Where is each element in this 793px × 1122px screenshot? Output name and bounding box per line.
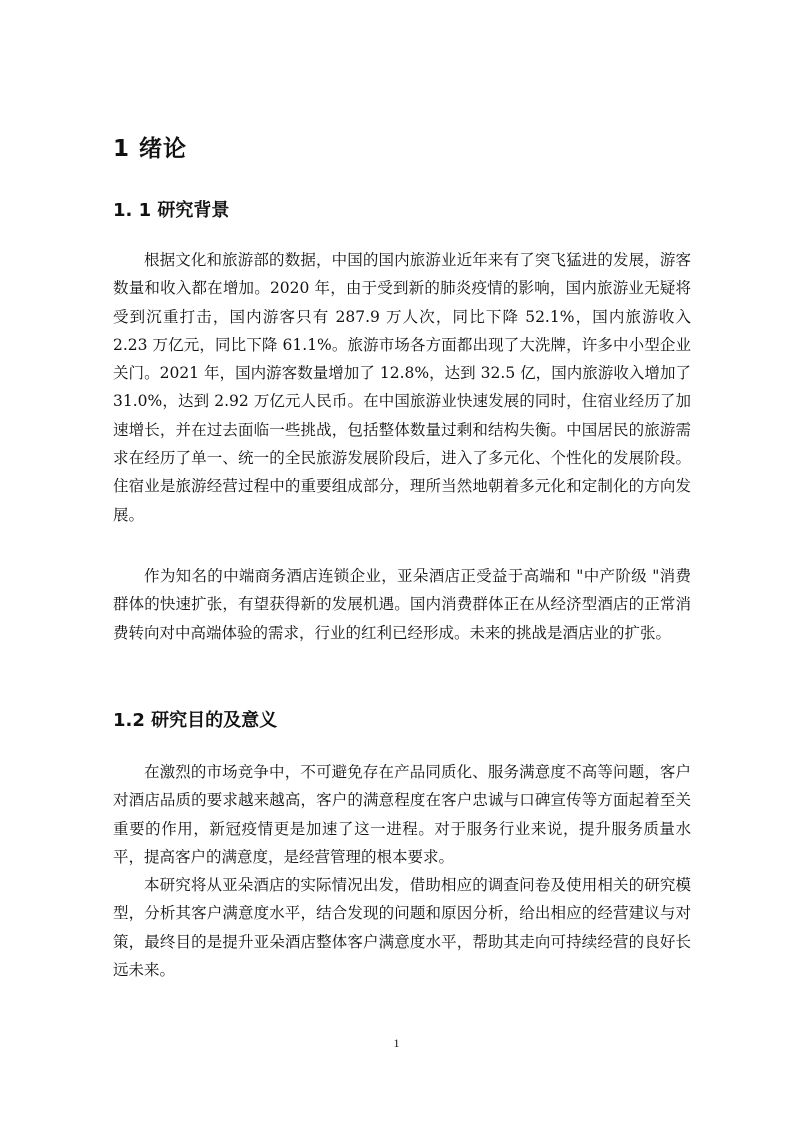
page-number: 1 — [393, 1036, 400, 1050]
paragraph-purpose-2: 本研究将从亚朵酒店的实际情况出发，借助相应的调查问卷及使用相关的研究模型，分析其客户满意度水平，结合发现的问题和原因分析，给出相应的经营建议与对策，最终目的是提升亚朵酒店整体客户满意度水平，帮助其走向可持续经营的良好长远未来。 — [113, 876, 691, 979]
chapter-title: 1 绪论 — [113, 136, 188, 162]
section-heading-background: 1. 1 研究背景 — [113, 200, 230, 221]
paragraph-background-2: 作为知名的中端商务酒店连锁企业，亚朵酒店正受益于高端和 "中产阶级 "消费群体的快速扩张，有望获得新的发展机遇。国内消费群体正在从经济型酒店的正常消费转向对中高端体验的需求，行业的红利已经形成。未来的挑战是酒店业的扩张。 — [113, 567, 691, 642]
section-heading-purpose: 1.2 研究目的及意义 — [113, 710, 278, 731]
paragraph-purpose-1: 在激烈的市场竞争中，不可避免存在产品同质化、服务满意度不高等问题，客户对酒店品质的要求越来越高，客户的满意程度在客户忠诚与口碑宣传等方面起着至关重要的作用，新冠疫情更是加速了这一进程。对于服务行业来说，提升服务质量水平，提高客户的满意度，是经营管理的根本要求。 — [113, 763, 691, 866]
paragraph-background-1: 根据文化和旅游部的数据，中国的国内旅游业近年来有了突飞猛进的发展，游客数量和收入都在增加。2020 年，由于受到新的肺炎疫情的影响，国内旅游业无疑将受到沉重打击，国内游客只有 287.9 万人次，同比下降 52.1%，国内旅游收入 2.23 万亿元，同比下降 61.1%。旅游市场各方面都出现了大洗牌，许多中小型企业关门。2021 年，国内游客数量增加了 12.8%，达到 32.5 亿，国内旅游收入增加了 31.0%，达到 2.92 万亿元人民币。在中国旅游业快速发展的同时，住宿业经历了加速增长，并在过去面临一些挑战，包括整体数量过剩和结构失衡。中国居民的旅游需求在经历了单一、统一的全民旅游发展阶段后，进入了多元化、个性化的发展阶段。住宿业是旅游经营过程中的重要组成部分，理所当然地朝着多元化和定制化的方向发展。 — [113, 251, 691, 524]
